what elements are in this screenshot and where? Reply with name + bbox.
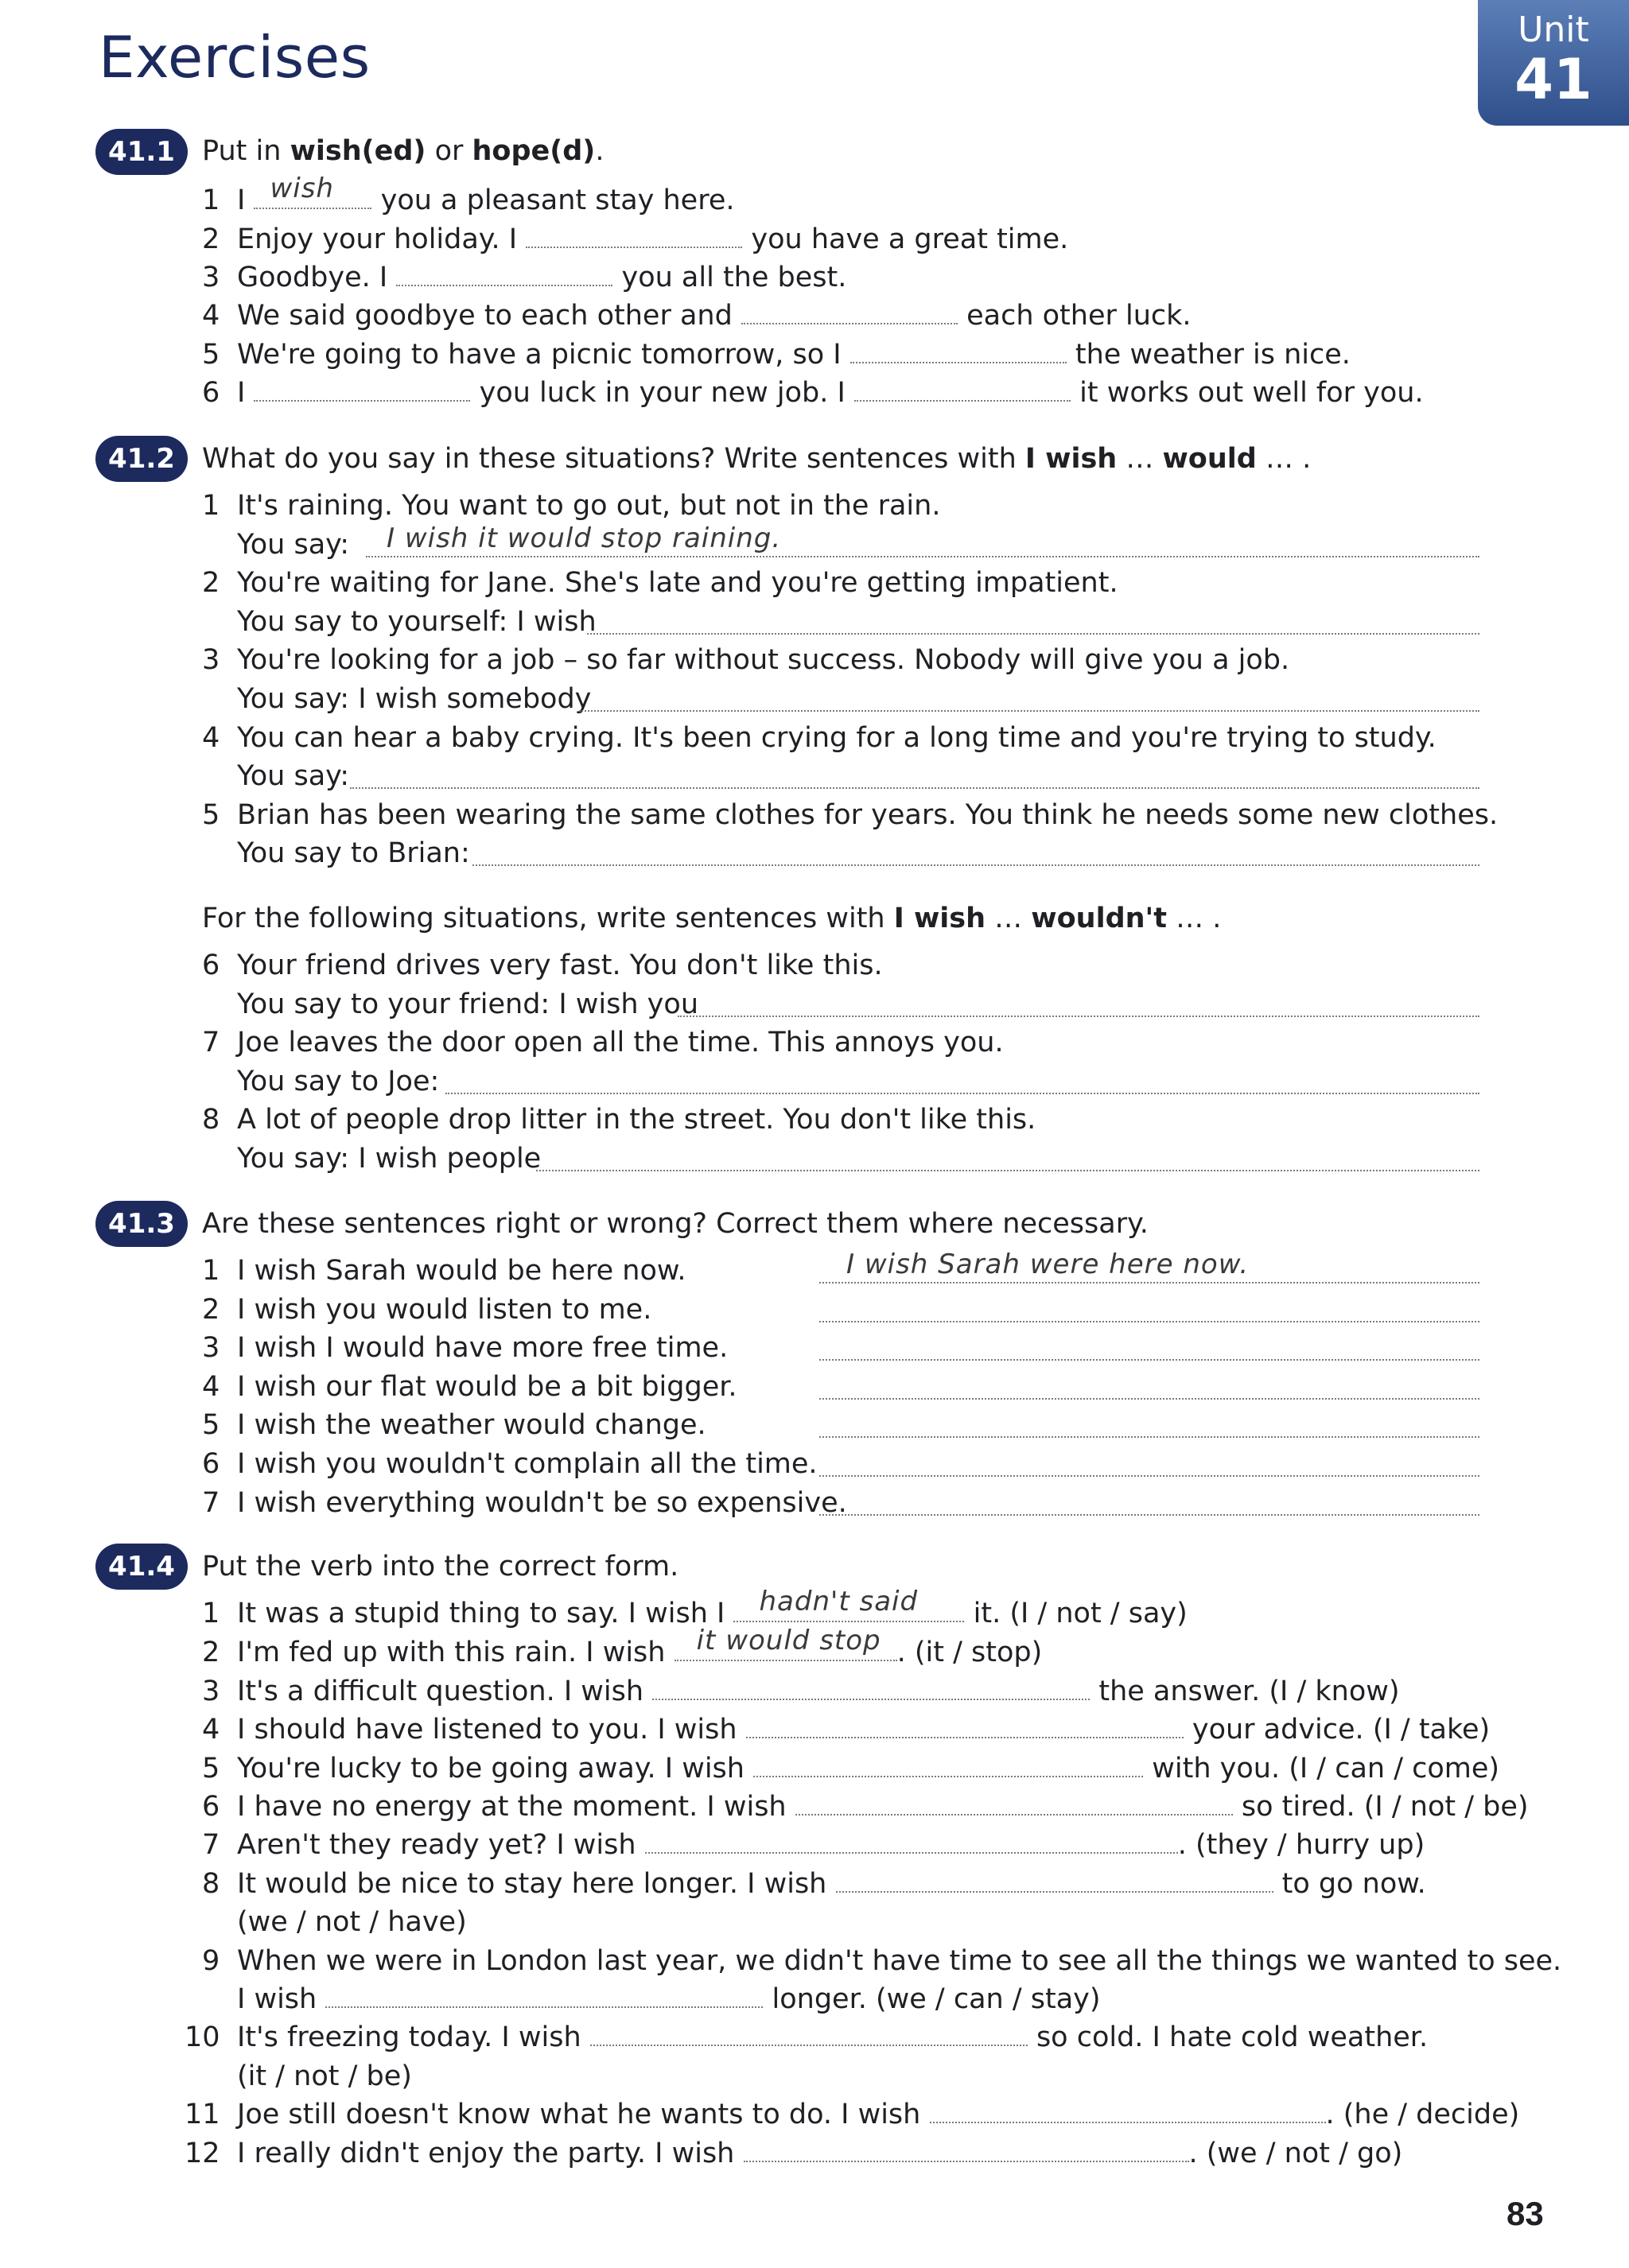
answer-blank[interactable] xyxy=(819,1412,1479,1438)
exercise-item: 8 A lot of people drop litter in the street. You don't like this. xyxy=(202,1104,1036,1136)
answer-blank[interactable] xyxy=(590,2021,1028,2046)
exercise-item: 2 You're waiting for Jane. She's late and you're getting impatient. xyxy=(202,567,1118,599)
exercise-item: 8 It would be nice to stay here longer. I wish to go now. xyxy=(202,1868,1426,1900)
answer-blank[interactable]: wish xyxy=(254,184,371,209)
answer-blank[interactable]: it would stop xyxy=(675,1636,897,1661)
exercise-instruction: For the following situations, write sentences with I wish … wouldn't … . xyxy=(202,903,1222,934)
exercise-item: 4 I should have listened to you. I wish your advice. (I / take) xyxy=(202,1714,1491,1746)
exercise-item: 7 I wish everything wouldn't be so expensive. xyxy=(202,1487,847,1519)
exercise-item: 5 I wish the weather would change. xyxy=(202,1409,706,1441)
verb-hint: (we / not / have) xyxy=(237,1906,467,1938)
unit-label: Unit xyxy=(1518,10,1589,50)
exercise-item: 10 It's freezing today. I wish so cold. I hate cold weather. xyxy=(185,2021,1429,2053)
exercise-item: 6 I have no energy at the moment. I wish so tired. (I / not / be) xyxy=(202,1791,1529,1823)
answer-blank[interactable] xyxy=(472,841,1479,866)
exercise-item: 3 You're looking for a job – so far without success. Nobody will give you a job. xyxy=(202,644,1290,676)
exercise-item: 4 I wish our flat would be a bit bigger. xyxy=(202,1371,737,1403)
exercise-item: 5 Brian has been wearing the same clothes for years. You think he needs some new clothes. xyxy=(202,799,1499,831)
exercise-item: 6 Your friend drives very fast. You don't like this. xyxy=(202,950,883,981)
answer-blank[interactable] xyxy=(587,609,1479,635)
answer-blank[interactable] xyxy=(350,763,1479,789)
exercise-instruction: Are these sentences right or wrong? Correct them where necessary. xyxy=(202,1208,1149,1240)
answer-blank[interactable] xyxy=(652,1675,1090,1700)
exercise-item-continued: I wish longer. (we / can / stay) xyxy=(237,1983,1101,2015)
answer-blank[interactable] xyxy=(526,223,742,248)
exercise-item: 7 Aren't they ready yet? I wish . (they / hurry up) xyxy=(202,1829,1425,1861)
exercise-item: 1 It's raining. You want to go out, but not in the rain. xyxy=(202,490,941,522)
page-number: 83 xyxy=(1507,2195,1544,2232)
exercise-item: 4 You can hear a baby crying. It's been crying for a long time and you're trying to study. xyxy=(202,722,1437,754)
answer-blank[interactable] xyxy=(445,1069,1479,1094)
exercise-item: 1 I wish Sarah would be here now. xyxy=(202,1255,686,1287)
answer-blank[interactable] xyxy=(930,2098,1326,2123)
exercise-item: 2 I wish you would listen to me. xyxy=(202,1294,652,1326)
response-prompt: You say: I wish people xyxy=(237,1143,542,1175)
verb-hint: (it / not / be) xyxy=(237,2060,412,2092)
response-prompt: You say to your friend: I wish you xyxy=(237,988,698,1020)
exercise-item: 1 I wish you a pleasant stay here. xyxy=(202,173,735,216)
exercise-item: 3 I wish I would have more free time. xyxy=(202,1332,729,1364)
answer-blank[interactable] xyxy=(850,338,1067,363)
exercise-item: 5 We're going to have a picnic tomorrow, so I the weather is nice. xyxy=(202,339,1351,371)
exercise-item: 12 I really didn't enjoy the party. I wish . (we / not / go) xyxy=(185,2138,1403,2169)
answer-blank[interactable]: I wish it would stop raining. xyxy=(366,532,1479,557)
response-prompt: You say to yourself: I wish xyxy=(237,606,597,638)
answer-blank[interactable] xyxy=(854,376,1071,402)
answer-blank[interactable] xyxy=(819,1297,1479,1322)
answer-blank[interactable] xyxy=(819,1335,1479,1361)
response-prompt: You say: I wish somebody xyxy=(237,683,592,715)
exercise-instruction: Put the verb into the correct form. xyxy=(202,1551,679,1583)
page-title: Exercises xyxy=(99,24,371,91)
exercise-badge-41-3: 41.3 xyxy=(95,1201,188,1247)
answer-blank[interactable] xyxy=(836,1867,1273,1893)
exercise-badge-41-4: 41.4 xyxy=(95,1544,188,1590)
exercise-item: 5 You're lucky to be going away. I wish with you. (I / can / come) xyxy=(202,1753,1500,1784)
exercise-instruction: What do you say in these situations? Write sentences with I wish … would … . xyxy=(202,443,1312,475)
answer-blank[interactable] xyxy=(741,299,958,324)
exercise-item: 6 I wish you wouldn't complain all the time. xyxy=(202,1448,818,1480)
answer-blank[interactable] xyxy=(744,2137,1189,2162)
answer-blank[interactable] xyxy=(396,261,612,286)
answer-blank[interactable] xyxy=(678,992,1479,1017)
exercise-item: 4 We said goodbye to each other and each other luck. xyxy=(202,300,1192,332)
answer-blank[interactable] xyxy=(819,1490,1479,1516)
exercise-item: 2 Enjoy your holiday. I you have a great time. xyxy=(202,223,1069,255)
response-prompt: You say to Joe: xyxy=(237,1066,440,1097)
exercise-item: 3 Goodbye. I you all the best. xyxy=(202,262,847,293)
answer-blank[interactable] xyxy=(579,686,1479,712)
exercise-item: 11 Joe still doesn't know what he wants to do. I wish . (he / decide) xyxy=(185,2099,1520,2130)
answer-blank[interactable] xyxy=(645,1828,1178,1854)
answer-blank[interactable] xyxy=(819,1374,1479,1400)
answer-blank[interactable]: hadn't said xyxy=(733,1597,964,1622)
answer-blank[interactable] xyxy=(795,1790,1233,1816)
answer-blank[interactable] xyxy=(753,1752,1143,1777)
response-prompt: You say: xyxy=(237,529,350,561)
exercise-badge-41-1: 41.1 xyxy=(95,129,188,175)
exercise-instruction: Put in wish(ed) or hope(d). xyxy=(202,135,605,167)
answer-blank[interactable] xyxy=(746,1713,1184,1738)
unit-tab xyxy=(1478,0,1629,126)
answer-blank[interactable] xyxy=(819,1451,1479,1477)
exercise-item: 7 Joe leaves the door open all the time. This annoys you. xyxy=(202,1027,1004,1058)
response-prompt: You say to Brian: xyxy=(237,837,470,869)
exercise-item: 3 It's a difficult question. I wish the answer. (I / know) xyxy=(202,1676,1400,1707)
exercise-item: 9 When we were in London last year, we didn't have time to see all the things we wanted to see. xyxy=(202,1945,1562,1977)
exercise-item: 2 I'm fed up with this rain. I wish it would stop . (it / stop) xyxy=(202,1625,1043,1668)
answer-blank[interactable] xyxy=(536,1146,1479,1171)
answer-blank[interactable]: I wish Sarah were here now. xyxy=(819,1258,1479,1284)
exercise-badge-41-2: 41.2 xyxy=(95,436,188,482)
exercise-item: 1 It was a stupid thing to say. I wish I hadn't said it. (I / not / say) xyxy=(202,1586,1188,1629)
exercise-item: 6 I you luck in your new job. I it works out well for you. xyxy=(202,377,1424,409)
unit-number: 41 xyxy=(1514,47,1592,112)
response-prompt: You say: xyxy=(237,760,350,792)
answer-blank[interactable] xyxy=(325,1983,763,2008)
answer-blank[interactable] xyxy=(254,376,470,402)
